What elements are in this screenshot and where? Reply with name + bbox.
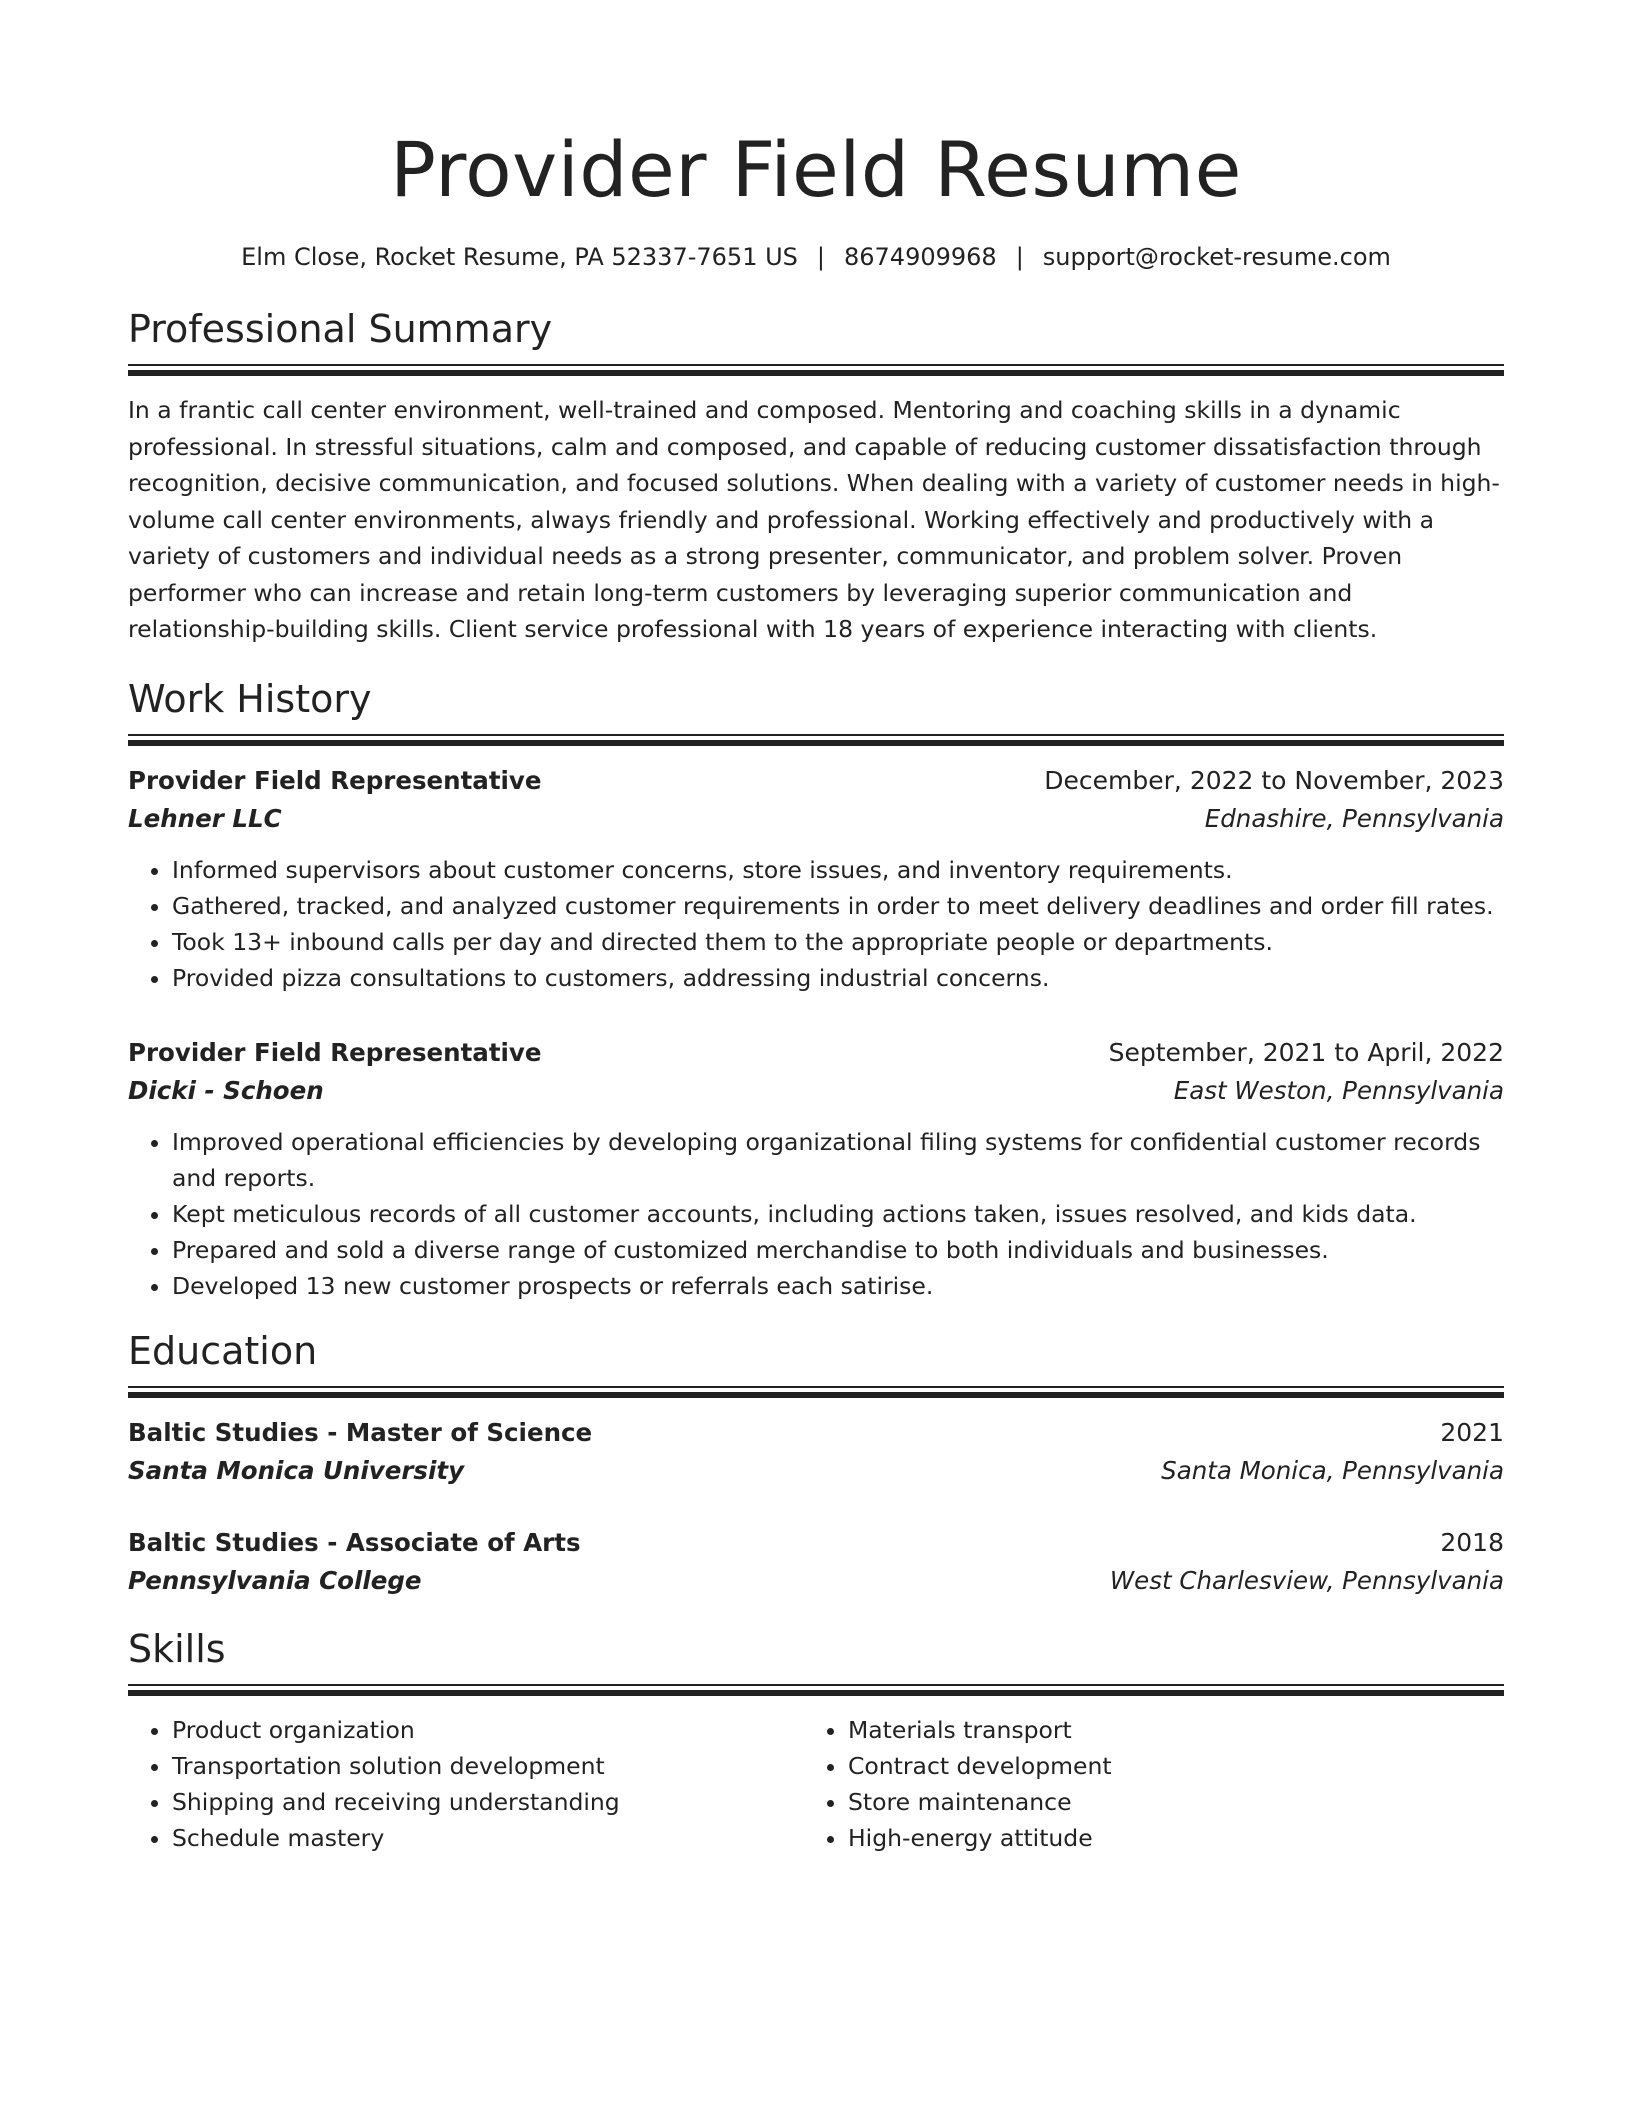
section-divider (128, 734, 1504, 746)
education-entry (128, 1414, 1504, 1490)
summary-text: In a frantic call center environment, well-trained and composed. Mentoring and coaching skills in a dynamic professional. In stressful situations, calm and composed, and capable of reducing customer dissatisfaction through recognition, decisive communication, and focused solutions. When dealing with a variety of customer needs in high-volume call center environments, always friendly and professional. Working effectively and productively with a variety of customers and individual needs as a strong presenter, communicator, and problem solver. Proven performer who can increase and retain long-term customers by leveraging superior communication and relationship-building skills. Client service professional with 18 years of experience interacting with clients. (128, 396, 1500, 643)
resume-title: Provider Field Resume (390, 125, 1242, 214)
section-divider (128, 1386, 1504, 1398)
job-company: Dicki - Schoen (128, 1075, 324, 1105)
contact-email: support@rocket-resume.com (1042, 243, 1391, 271)
education-year: 2018 (1440, 1527, 1504, 1557)
job-bullet: • Informed supervisors about customer concerns, store issues, and inventory requirements. (172, 852, 1504, 888)
skill-item: • Shipping and receiving understanding (172, 1784, 804, 1820)
job-entry (128, 762, 1504, 996)
job-bullet: • Took 13+ inbound calls per day and directed them to the appropriate people or departments. (172, 924, 1504, 960)
education-school: Santa Monica University (128, 1455, 465, 1485)
job-bullet: • Gathered, tracked, and analyzed customer requirements in order to meet delivery deadlines and order fill rates. (172, 888, 1504, 924)
job-title: Provider Field Representative (128, 1037, 542, 1067)
contact-separator: | (1015, 243, 1024, 271)
section-heading-work-history: Work History (128, 676, 372, 721)
skill-item: • Product organization (172, 1712, 804, 1748)
job-bullet: • Kept meticulous records of all customer accounts, including actions taken, issues resolved, and kids data. (172, 1196, 1504, 1232)
education-section (128, 1328, 1504, 1600)
section-heading-skills: Skills (128, 1626, 226, 1671)
education-location: Santa Monica, Pennsylvania (1161, 1455, 1504, 1485)
job-company: Lehner LLC (128, 803, 282, 833)
job-location: Ednashire, Pennsylvania (1204, 803, 1504, 833)
job-entry (128, 1034, 1504, 1304)
skills-section (128, 1626, 1504, 1856)
section-divider (128, 364, 1504, 376)
skill-item: • Store maintenance (848, 1784, 1480, 1820)
job-dates: September, 2021 to April, 2022 (1108, 1037, 1504, 1067)
contact-line (128, 240, 1504, 274)
job-title: Provider Field Representative (128, 765, 542, 795)
job-bullet: • Developed 13 new customer prospects or referrals each satirise. (172, 1268, 1504, 1304)
section-divider (128, 1684, 1504, 1696)
resume-page (128, 0, 1504, 1856)
section-heading-summary: Professional Summary (128, 307, 553, 351)
education-entry (128, 1524, 1504, 1600)
education-location: West Charlesview, Pennsylvania (1109, 1565, 1504, 1595)
job-bullet: • Provided pizza consultations to customers, addressing industrial concerns. (172, 960, 1504, 996)
contact-address: Elm Close, Rocket Resume, PA 52337-7651 US (241, 243, 798, 271)
job-bullets (128, 1124, 1504, 1304)
contact-separator: | (816, 243, 825, 271)
skill-item: • Transportation solution development (172, 1748, 804, 1784)
skills-list-right (804, 1712, 1480, 1856)
section-heading-education: Education (128, 1328, 318, 1373)
contact-phone: 8674909968 (843, 243, 997, 271)
education-degree: Baltic Studies - Associate of Arts (128, 1527, 581, 1557)
skill-item: • Materials transport (848, 1712, 1480, 1748)
education-year: 2021 (1440, 1417, 1504, 1447)
job-location: East Weston, Pennsylvania (1173, 1075, 1504, 1105)
summary-section (128, 306, 1504, 648)
education-degree: Baltic Studies - Master of Science (128, 1417, 593, 1447)
skill-item: • Schedule mastery (172, 1820, 804, 1856)
skills-list-left (128, 1712, 804, 1856)
job-bullet: • Prepared and sold a diverse range of customized merchandise to both individuals and businesses. (172, 1232, 1504, 1268)
work-history-section (128, 676, 1504, 1304)
skills-columns (128, 1712, 1504, 1856)
skill-item: • High-energy attitude (848, 1820, 1480, 1856)
job-dates: December, 2022 to November, 2023 (1044, 765, 1504, 795)
job-bullets (128, 852, 1504, 996)
education-school: Pennsylvania College (128, 1565, 422, 1595)
skill-item: • Contract development (848, 1748, 1480, 1784)
job-bullet: • Improved operational efficiencies by developing organizational filing systems for confidential customer records and reports. (172, 1124, 1504, 1196)
